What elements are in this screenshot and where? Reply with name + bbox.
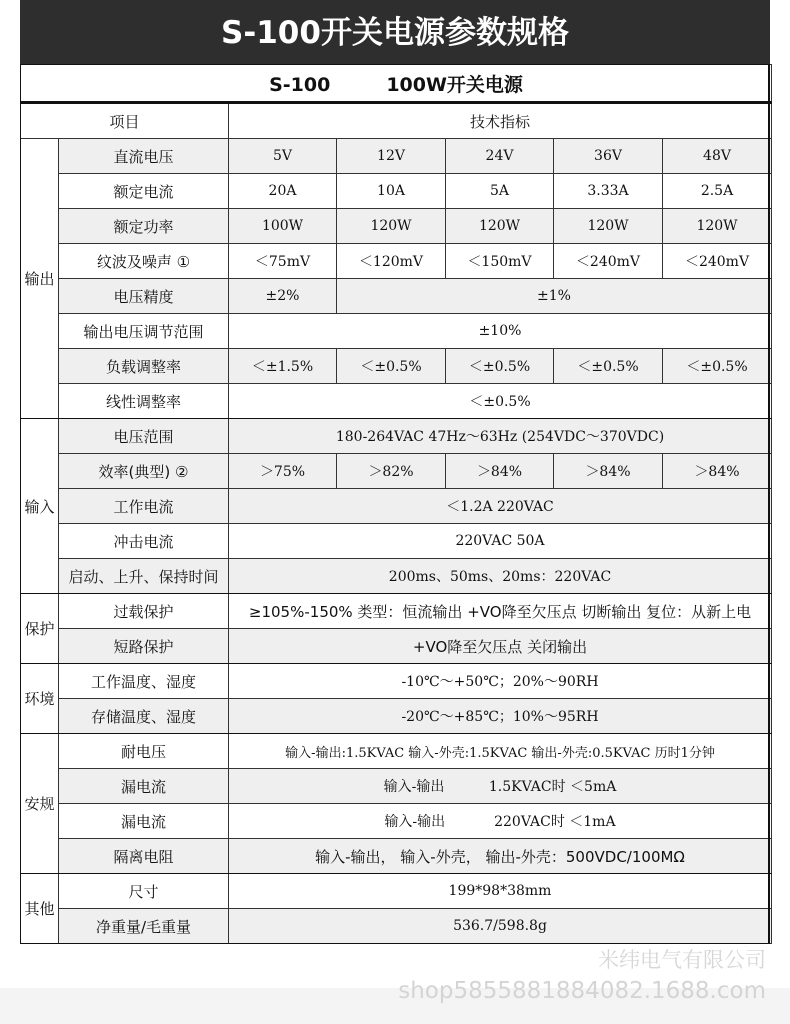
cell: 输入-输出 1.5KVAC时 ＜5mA xyxy=(229,769,772,804)
table-row xyxy=(21,874,772,909)
table-row xyxy=(21,314,772,349)
cell: ±2% xyxy=(229,279,337,314)
cell: 5A xyxy=(446,174,554,209)
row-label: 输出电压调节范围 xyxy=(59,314,229,349)
row-label: 电压范围 xyxy=(59,419,229,454)
cell: ±1% xyxy=(337,279,772,314)
spec-table xyxy=(20,64,772,944)
group-input: 输入 xyxy=(21,419,59,594)
group-env: 环境 xyxy=(21,664,59,734)
row-label: 耐电压 xyxy=(59,734,229,769)
table-row xyxy=(21,174,772,209)
cell: 200ms、50ms、20ms：220VAC xyxy=(229,559,772,594)
group-output: 输出 xyxy=(21,139,59,419)
cell: ＞84% xyxy=(554,454,663,489)
table-row xyxy=(21,384,772,419)
cell: ＜±0.5% xyxy=(663,349,772,384)
row-label: 直流电压 xyxy=(59,139,229,174)
cell: 120W xyxy=(663,209,772,244)
table-row xyxy=(21,559,772,594)
cell: ＞82% xyxy=(337,454,446,489)
table-subtitle xyxy=(21,65,772,103)
cell: 20A xyxy=(229,174,337,209)
cell: ＜150mV xyxy=(446,244,554,279)
model-name: S-100 xyxy=(269,73,331,96)
table-row xyxy=(21,489,772,524)
table-row xyxy=(21,594,772,629)
row-label: 净重量/毛重量 xyxy=(59,909,229,944)
table-row xyxy=(21,909,772,944)
table-row xyxy=(21,524,772,559)
row-label: 纹波及噪声 ① xyxy=(59,244,229,279)
cell: +VO降至欠压点 关闭输出 xyxy=(229,629,772,664)
row-label: 负载调整率 xyxy=(59,349,229,384)
table-row xyxy=(21,349,772,384)
table-row xyxy=(21,699,772,734)
cell: 120W xyxy=(337,209,446,244)
table-row xyxy=(21,664,772,699)
row-label: 过载保护 xyxy=(59,594,229,629)
page-title: S-100开关电源参数规格 xyxy=(20,0,770,64)
cell: ＜±0.5% xyxy=(229,384,772,419)
cell: 100W xyxy=(229,209,337,244)
cell: 输入-输出 220VAC时 ＜1mA xyxy=(229,804,772,839)
cell: ＜240mV xyxy=(554,244,663,279)
row-label: 电压精度 xyxy=(59,279,229,314)
cell: 输入-输出:1.5KVAC 输入-外壳:1.5KVAC 输出-外壳:0.5KVAC 历时1分钟 xyxy=(229,734,772,769)
cell: ＜±0.5% xyxy=(554,349,663,384)
row-label: 冲击电流 xyxy=(59,524,229,559)
cell: ＜75mV xyxy=(229,244,337,279)
cell: ＜120mV xyxy=(337,244,446,279)
cell: ＞84% xyxy=(663,454,772,489)
cell: 220VAC 50A xyxy=(229,524,772,559)
row-label: 短路保护 xyxy=(59,629,229,664)
cell: ＜±1.5% xyxy=(229,349,337,384)
cell: -20℃～+85℃；10%～95RH xyxy=(229,699,772,734)
group-other: 其他 xyxy=(21,874,59,944)
cell: ＜1.2A 220VAC xyxy=(229,489,772,524)
cell: 180-264VAC 47Hz～63Hz (254VDC～370VDC) xyxy=(229,419,772,454)
row-label: 额定功率 xyxy=(59,209,229,244)
row-label: 漏电流 xyxy=(59,804,229,839)
row-label: 额定电流 xyxy=(59,174,229,209)
cell: 输入-输出， 输入-外壳， 输出-外壳：500VDC/100MΩ xyxy=(229,839,772,874)
table-row xyxy=(21,209,772,244)
row-label: 效率(典型) ② xyxy=(59,454,229,489)
cell: ≥105%-150% 类型：恒流输出 +VO降至欠压点 切断输出 复位：从新上电 xyxy=(229,594,772,629)
table-row xyxy=(21,804,772,839)
cell: ＞75% xyxy=(229,454,337,489)
group-protect: 保护 xyxy=(21,594,59,664)
cell: 24V xyxy=(446,139,554,174)
cell: 120W xyxy=(446,209,554,244)
cell: 5V xyxy=(229,139,337,174)
watermark-company: 米纬电气有限公司 xyxy=(598,948,766,972)
cell: -10℃～+50℃；20%～90RH xyxy=(229,664,772,699)
table-row xyxy=(21,734,772,769)
row-label: 工作电流 xyxy=(59,489,229,524)
model-desc: 100W开关电源 xyxy=(386,73,523,96)
row-label: 漏电流 xyxy=(59,769,229,804)
cell: 12V xyxy=(337,139,446,174)
table-row xyxy=(21,769,772,804)
table-row xyxy=(21,454,772,489)
cell: ＜240mV xyxy=(663,244,772,279)
table-row xyxy=(21,244,772,279)
cell: 3.33A xyxy=(554,174,663,209)
cell: ＞84% xyxy=(446,454,554,489)
cell: 120W xyxy=(554,209,663,244)
row-label: 启动、上升、保持时间 xyxy=(59,559,229,594)
cell: 10A xyxy=(337,174,446,209)
cell: 536.7/598.8g xyxy=(229,909,772,944)
watermark-shop: shop5855881884082.1688.com xyxy=(398,978,766,1004)
table-row xyxy=(21,139,772,174)
table-row xyxy=(21,279,772,314)
cell: 48V xyxy=(663,139,772,174)
cell: 2.5A xyxy=(663,174,772,209)
cell: 36V xyxy=(554,139,663,174)
cell: ＜±0.5% xyxy=(337,349,446,384)
table-row xyxy=(21,419,772,454)
cell: 199*98*38mm xyxy=(229,874,772,909)
row-label: 线性调整率 xyxy=(59,384,229,419)
row-label: 工作温度、湿度 xyxy=(59,664,229,699)
cell: ±10% xyxy=(229,314,772,349)
group-safety: 安规 xyxy=(21,734,59,874)
row-label: 尺寸 xyxy=(59,874,229,909)
header-item: 项目 xyxy=(21,103,229,139)
header-spec: 技术指标 xyxy=(229,103,772,139)
row-label: 存储温度、湿度 xyxy=(59,699,229,734)
table-row xyxy=(21,839,772,874)
table-row xyxy=(21,629,772,664)
cell: ＜±0.5% xyxy=(446,349,554,384)
row-label: 隔离电阻 xyxy=(59,839,229,874)
